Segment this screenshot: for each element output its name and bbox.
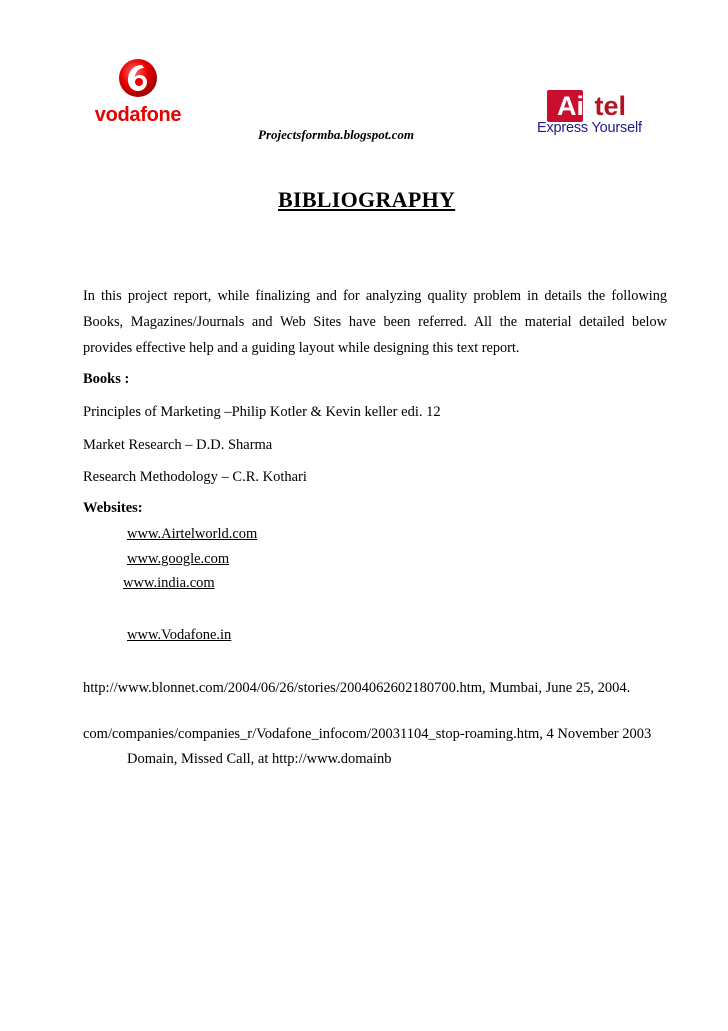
airtel-tagline: Express Yourself <box>537 120 642 136</box>
book-item: Research Methodology – C.R. Kothari <box>83 469 307 485</box>
intro-paragraph: In this project report, while finalizing and for analyzing quality problem in details the following Books, Magazines/Journals and Web Sites have been referred. All the material detailed below provides effective help and a guiding layout while designing this text report. <box>83 288 667 356</box>
website-link-google[interactable]: www.google.com <box>127 551 230 567</box>
book-item: Market Research – D.D. Sharma <box>83 437 273 453</box>
reference-line: http://www.blonnet.com/2004/06/26/stories/2004062602180700.htm, Mumbai, June 25, 2004. <box>83 680 631 696</box>
vodafone-wordmark: vodafone <box>94 104 182 126</box>
books-heading: Books : <box>83 371 130 387</box>
reference-line: com/companies/companies_r/Vodafone_infocom/20031104_stop-roaming.htm, 4 November 2003 <box>83 726 652 742</box>
airtel-wordmark-part-2: tel <box>594 91 627 121</box>
website-link-airtel[interactable]: www.Airtelworld.com <box>127 526 258 542</box>
airtel-wordmark <box>557 90 626 122</box>
site-header: Projectsformba.blogspot.com <box>258 127 414 142</box>
book-item: Principles of Marketing –Philip Kotler & Kevin keller edi. 12 <box>83 404 441 420</box>
page-title: BIBLIOGRAPHY <box>278 187 456 212</box>
airtel-wordmark-part-1: Air <box>557 91 595 121</box>
website-link-india[interactable]: www.india.com <box>123 575 215 591</box>
reference-line: Domain, Missed Call, at http://www.domainb <box>127 751 392 767</box>
website-link-vodafone[interactable]: www.Vodafone.in <box>127 627 232 643</box>
websites-heading: Websites: <box>83 500 143 516</box>
